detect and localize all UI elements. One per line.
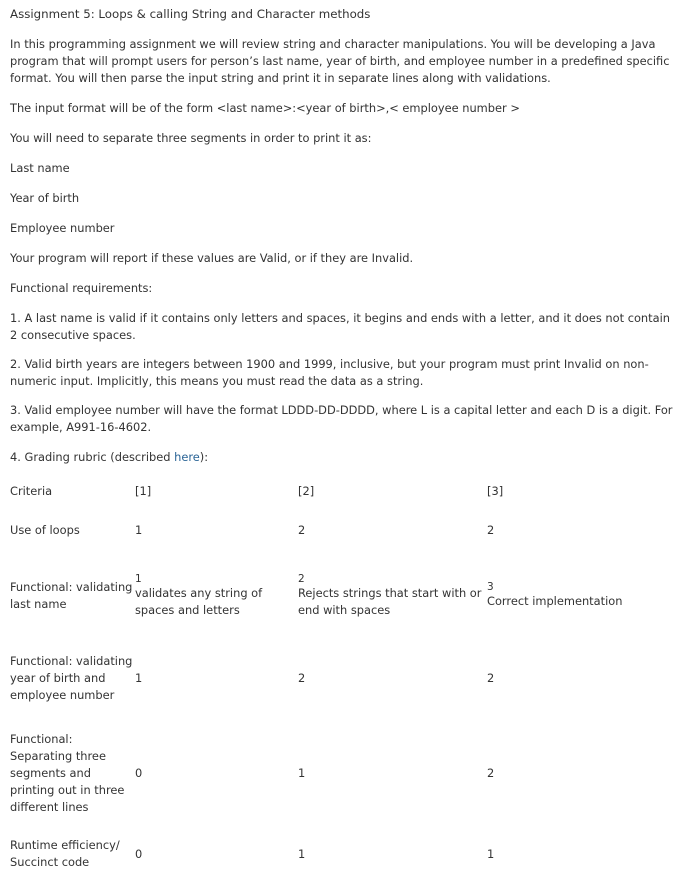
header-level-2: [2] (298, 484, 315, 498)
functional-heading: Functional requirements: (10, 281, 153, 295)
score-description: Rejects strings that start with or end with spaces (298, 585, 482, 617)
rubric-row (10, 504, 670, 556)
rubric-table (10, 479, 670, 882)
grading-suffix: ): (199, 450, 209, 464)
score-number: 3 (487, 581, 494, 593)
rubric-row (10, 826, 670, 882)
rubric-row (10, 721, 670, 826)
score-number: 2 (298, 572, 305, 585)
requirement-2: 2. Valid birth years are integers between 1900 and 1999, inclusive, but your program must print Invalid on non-numeric input. Implicitly, this means you must read the data as a string. (10, 357, 649, 388)
rubric-header-row (10, 479, 670, 504)
score-cell: 2 (487, 522, 495, 537)
score-cell: 1 (487, 846, 495, 861)
header-level-1: [1] (135, 484, 152, 498)
grading-rubric-line (10, 449, 675, 466)
score-description: validates any string of spaces and letters (135, 585, 263, 617)
header-level-3: [3] (487, 484, 504, 498)
segment-employee-number: Employee number (10, 221, 115, 235)
separate-intro-text: You will need to separate three segments in order to print it as: (10, 131, 372, 145)
segment-last-name: Last name (10, 161, 70, 175)
requirement-3: 3. Valid employee number will have the format LDDD-DD-DDDD, where L is a capital letter and each D is a digit. For example, A991-16-4602. (10, 403, 673, 434)
criteria-cell: Functional: Separating three segments and printing out in three different lines (10, 732, 125, 814)
score-cell: 2 (298, 522, 306, 537)
score-cell: 0 (135, 846, 143, 861)
report-text: Your program will report if these values are Valid, or if they are Invalid. (10, 251, 414, 265)
score-cell: 1 (135, 522, 143, 537)
rubric-link[interactable]: here (174, 450, 200, 464)
score-cell: 1 (135, 671, 143, 685)
grading-prefix: 4. Grading rubric (described (10, 450, 175, 464)
requirement-1: 1. A last name is valid if it contains only letters and spaces, it begins and ends with a letter, and it does not contain 2 consecutive spaces. (10, 311, 670, 342)
header-criteria: Criteria (10, 484, 53, 498)
intro-paragraph: In this programming assignment we will review string and character manipulations. You will be developing a Java program that will prompt users for person’s last name, year of birth, and employee number in a predefined specific format. You will then parse the input string and print it in separate lines along with validations. (10, 37, 670, 85)
segment-year-of-birth: Year of birth (10, 191, 80, 205)
score-cell (298, 556, 487, 636)
score-cell: 0 (135, 766, 143, 780)
score-description: Correct implementation (487, 594, 623, 608)
score-cell: 2 (298, 671, 306, 685)
input-format-text: The input format will be of the form <last name>:<year of birth>,< employee number > (10, 101, 520, 115)
rubric-row (10, 556, 670, 636)
criteria-cell: Functional: validating year of birth and employee number (10, 654, 133, 702)
score-cell: 2 (487, 671, 495, 685)
score-cell: 1 (298, 766, 306, 780)
page-title: Assignment 5: Loops & calling String and Character methods (10, 7, 371, 21)
criteria-cell: Use of loops (10, 522, 80, 537)
score-cell: 2 (487, 766, 495, 780)
score-number: 1 (135, 572, 142, 585)
criteria-cell: Runtime efficiency/ Succinct code (10, 838, 120, 869)
score-cell (487, 556, 670, 636)
rubric-row (10, 636, 670, 721)
criteria-cell: Functional: validating last name (10, 580, 133, 611)
score-cell (135, 556, 298, 636)
score-cell: 1 (298, 846, 306, 861)
